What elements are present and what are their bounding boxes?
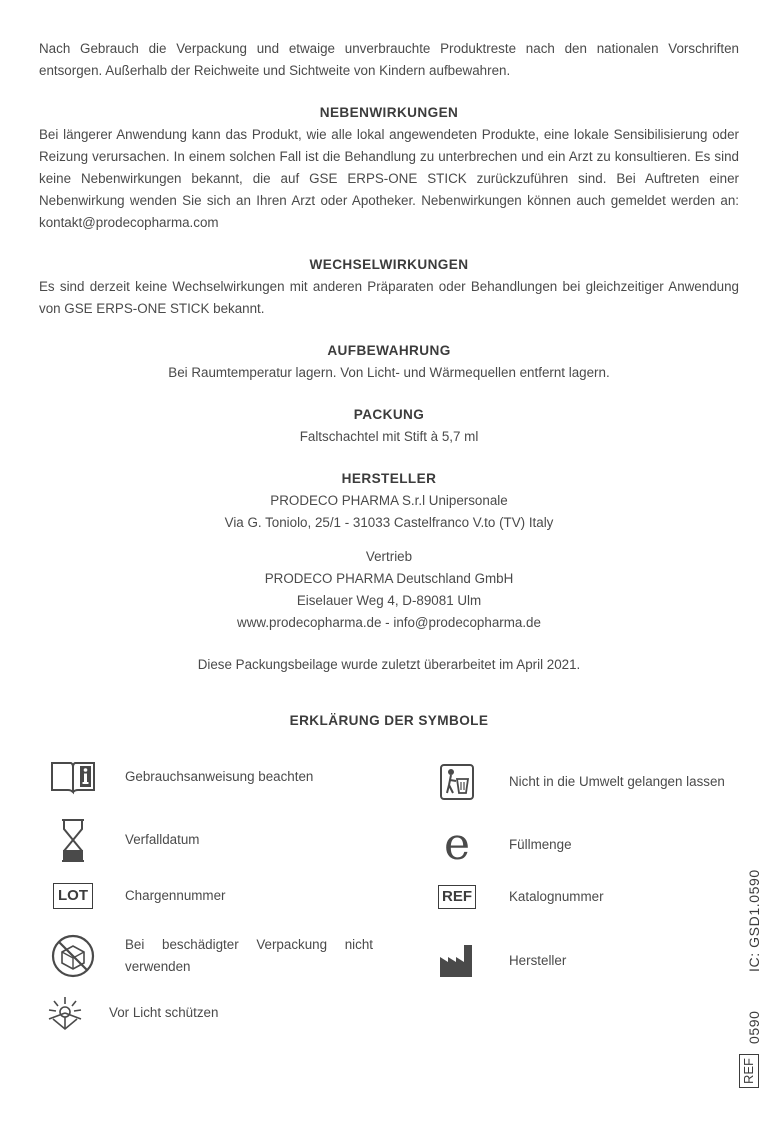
storage-text: Bei Raumtemperatur lagern. Von Licht- und Wärmequellen entfernt lagern. bbox=[168, 365, 610, 380]
estimated-e-icon: e bbox=[443, 819, 471, 870]
revision-note: Diese Packungsbeilage wurde zuletzt überarbeitet im April 2021. bbox=[197, 657, 581, 672]
side-ref-box: REF bbox=[739, 1054, 759, 1088]
symbol-row-instructions bbox=[47, 759, 313, 795]
fill-label: Füllmenge bbox=[509, 837, 572, 852]
symbol-row-manufacturer bbox=[431, 943, 566, 979]
symbol-row-fill bbox=[431, 819, 572, 870]
symbol-row-ref bbox=[431, 885, 604, 909]
symbols-heading: ERKLÄRUNG DER SYMBOLE bbox=[289, 713, 489, 728]
lot-label: Chargennummer bbox=[125, 888, 226, 903]
symbol-row-expiry bbox=[47, 817, 199, 863]
expiry-label: Verfalldatum bbox=[125, 832, 200, 847]
ic-code: IC: GSD1.0590 bbox=[746, 869, 762, 972]
contact-line: www.prodecopharma.de - info@prodecopharma.de bbox=[237, 615, 541, 630]
hourglass-icon bbox=[47, 817, 99, 863]
light-label: Vor Licht schützen bbox=[109, 1005, 219, 1020]
no-litter-icon bbox=[431, 763, 483, 801]
damaged-label: Bei beschädigter Verpackung nicht verwenden bbox=[125, 937, 373, 974]
package-text: Faltschachtel mit Stift à 5,7 ml bbox=[299, 429, 479, 444]
factory-icon bbox=[431, 943, 483, 979]
distributor-name: PRODECO PHARMA Deutschland GmbH bbox=[264, 571, 514, 586]
side-effects-heading: NEBENWIRKUNGEN bbox=[319, 105, 459, 120]
symbol-row-damaged bbox=[47, 933, 377, 979]
ref-label: Katalognummer bbox=[509, 889, 604, 904]
interactions-text: Es sind derzeit keine Wechselwirkungen mit anderen Präparaten oder Behandlungen bei gleichzeitiger Anwendung von GSE ERPS-ONE STICK bekannt. bbox=[39, 279, 739, 316]
sun-protect-icon bbox=[43, 995, 87, 1031]
side-codes bbox=[737, 860, 767, 1090]
distribution-label: Vertrieb bbox=[365, 549, 413, 564]
manufacturer-address: Via G. Toniolo, 25/1 - 31033 Castelfranco V.to (TV) Italy bbox=[224, 515, 554, 530]
lot-icon: LOT bbox=[53, 883, 93, 909]
leaflet-text bbox=[39, 38, 739, 732]
manufacturer-label: Hersteller bbox=[509, 953, 567, 968]
litter-label: Nicht in die Umwelt gelangen lassen bbox=[509, 774, 725, 789]
symbol-row-light bbox=[43, 995, 218, 1031]
side-effects-text: Bei längerer Anwendung kann das Produkt, wie alle lokal angewendeten Produkte, eine lokale Sensibilisierung oder Reizung verursachen. In einem solchen Fall ist die Behandlung zu unterbrechen und ein Arzt zu konsultieren. Es sind keine Nebenwirkungen bekannt, die auf GSE ERPS-ONE STICK zurückzuführen sind. Bei Auftreten einer Nebenwirkung wenden Sie sich an Ihren Arzt oder Apotheker. Nebenwirkungen können auch gemeldet werden an: kontakt@prodecopharma.com bbox=[39, 127, 739, 230]
manufacturer-name: PRODECO PHARMA S.r.l Unipersonale bbox=[270, 493, 508, 508]
symbols-legend bbox=[39, 755, 739, 1045]
instructions-label: Gebrauchsanweisung beachten bbox=[125, 769, 314, 784]
disposal-text: Nach Gebrauch die Verpackung und etwaige unverbrauchte Produktreste nach den nationalen Vorschriften entsorgen. Außerhalb der Reichweite und Sichtweite von Kindern aufbewahren. bbox=[39, 41, 739, 78]
instructions-icon bbox=[47, 759, 99, 795]
damaged-package-icon bbox=[47, 933, 99, 979]
interactions-heading: WECHSELWIRKUNGEN bbox=[309, 257, 469, 272]
storage-heading: AUFBEWAHRUNG bbox=[327, 343, 451, 358]
ref-number: 0590 bbox=[746, 1010, 762, 1044]
package-heading: PACKUNG bbox=[353, 407, 425, 422]
ref-icon: REF bbox=[438, 885, 476, 909]
symbol-row-litter bbox=[431, 763, 731, 801]
symbol-row-lot bbox=[47, 883, 225, 909]
distributor-address: Eiselauer Weg 4, D-89081 Ulm bbox=[296, 593, 482, 608]
manufacturer-heading: HERSTELLER bbox=[341, 471, 437, 486]
